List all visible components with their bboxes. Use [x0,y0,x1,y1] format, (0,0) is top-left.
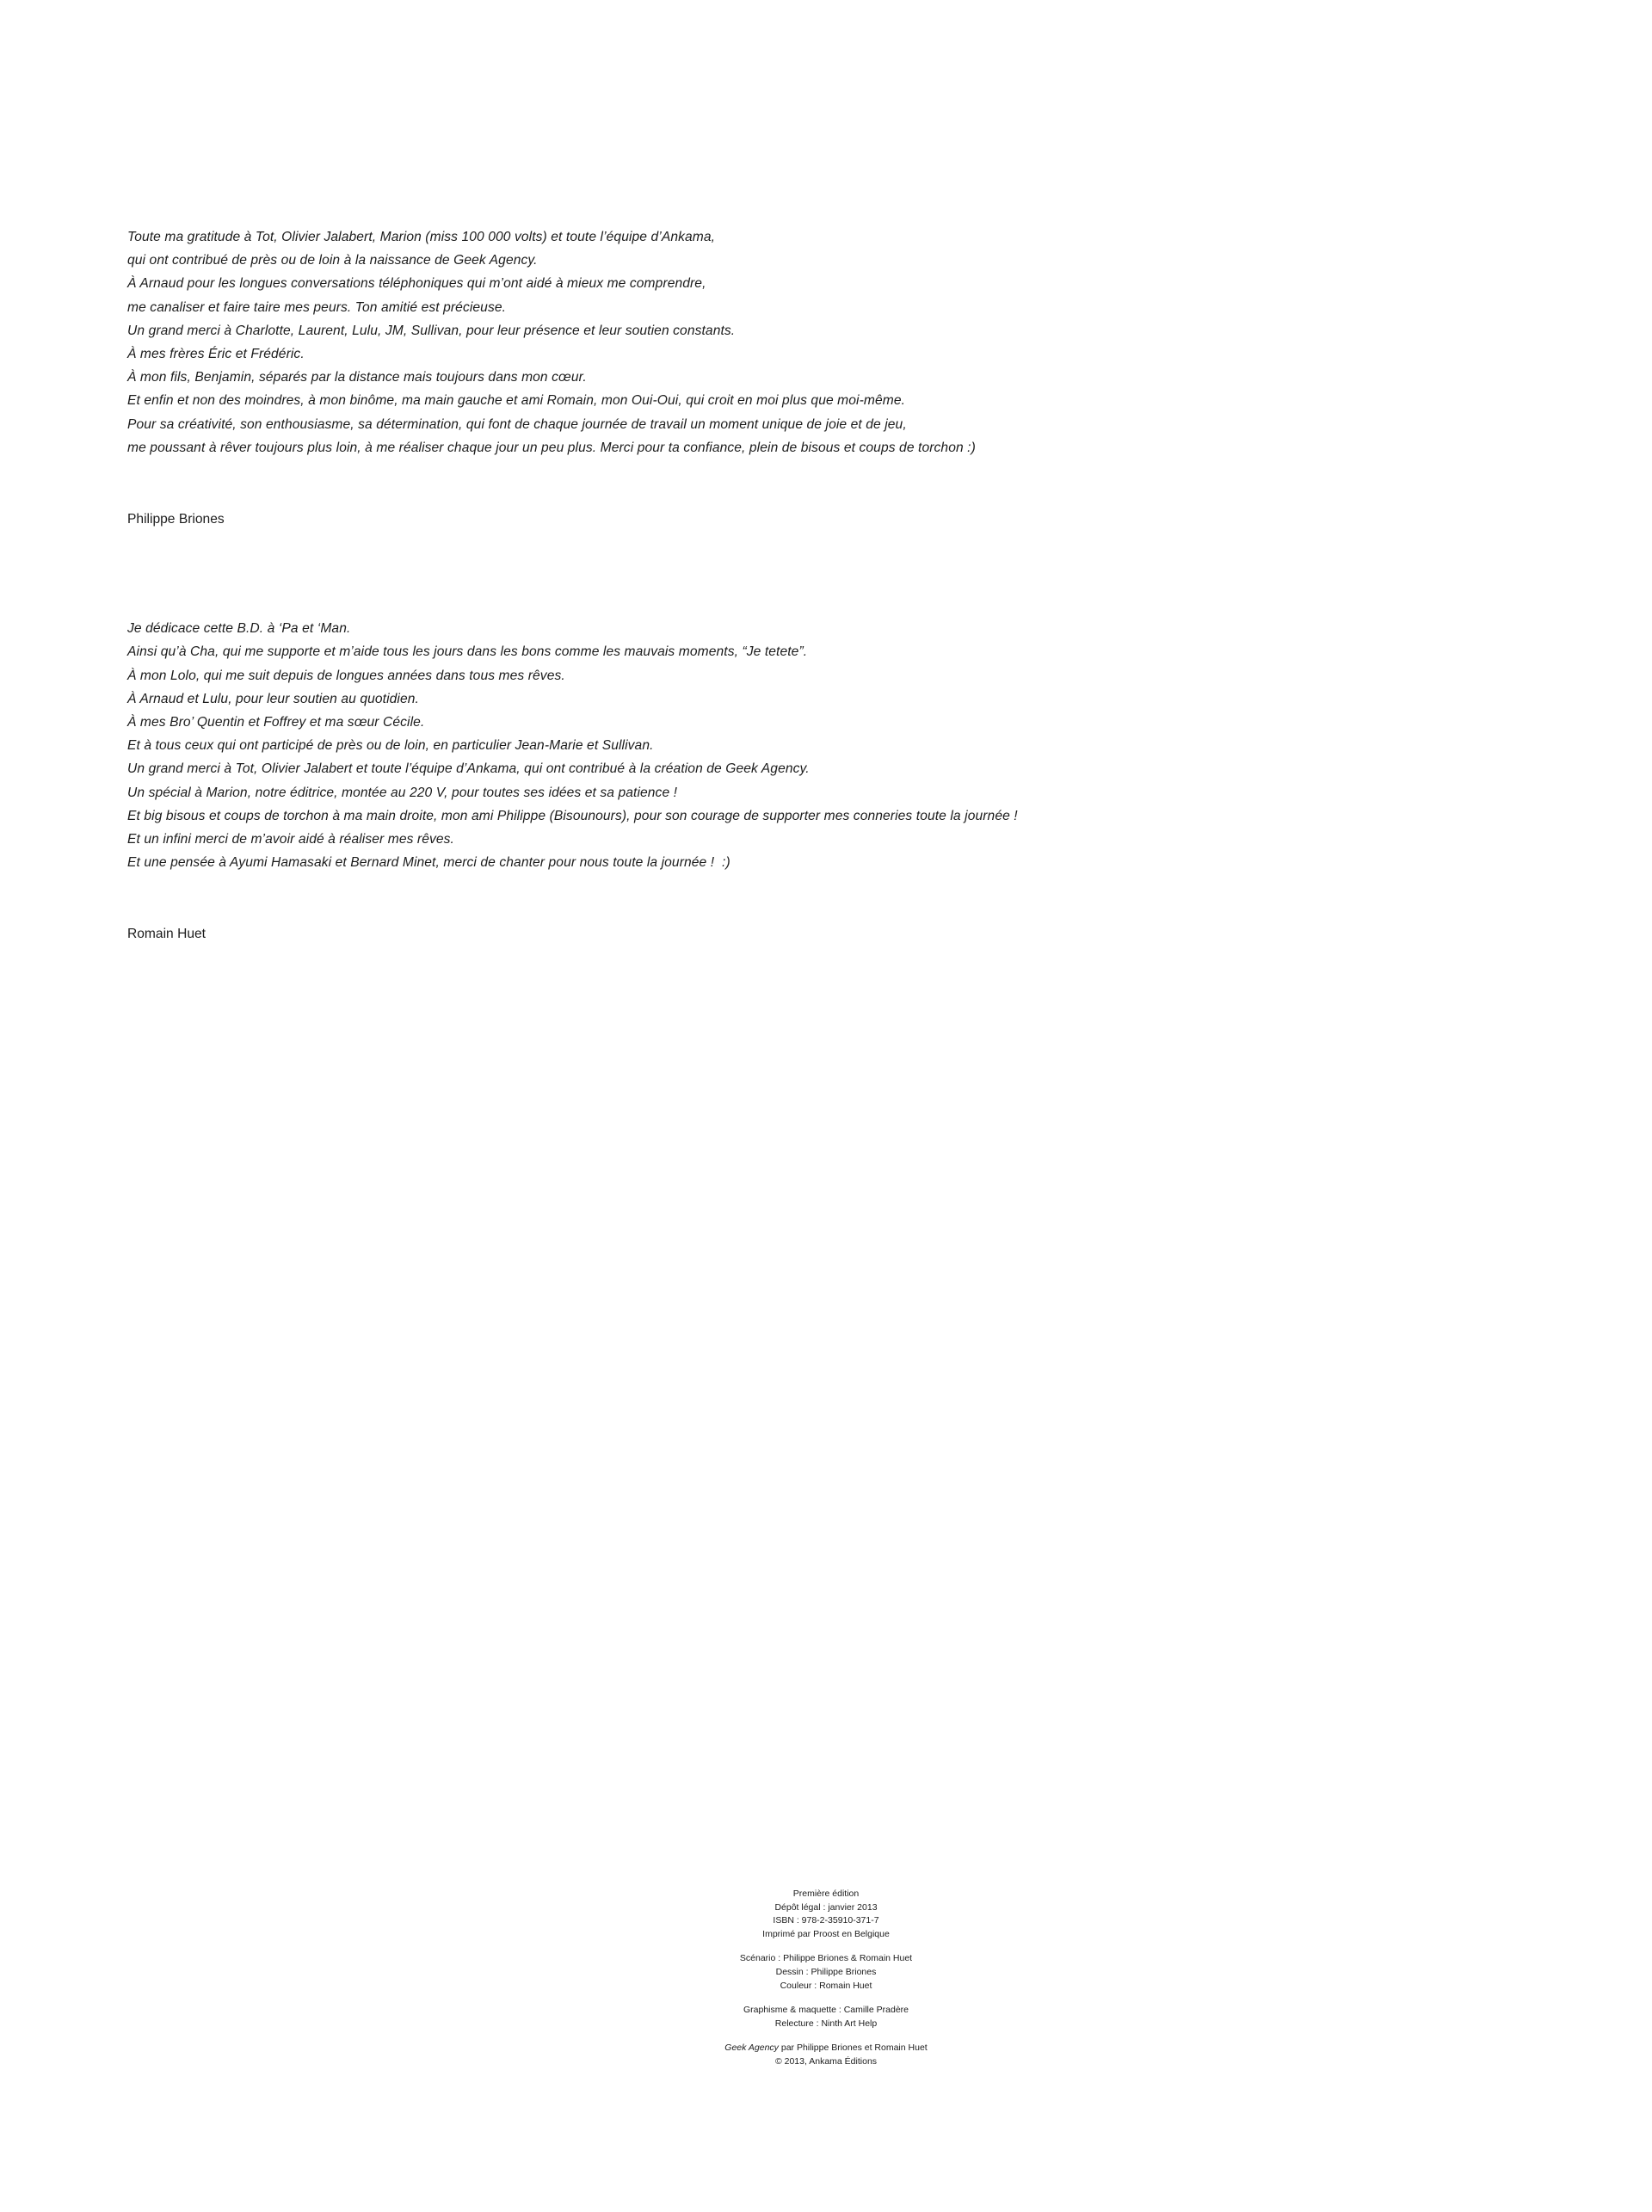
colophon-edition-info [0,1888,1652,1941]
dedications-section [127,225,1418,946]
dedication-line: À mon Lolo, qui me suit depuis de longues années dans tous mes rêves. [127,668,565,683]
dedication-line: À mes Bro’ Quentin et Foffrey et ma sœur Cécile. [127,715,425,730]
colophon-credits-secondary [0,2004,1652,2030]
spacer [127,874,1418,922]
colophon-line: Couleur : Romain Huet [780,1980,872,1991]
dedication-block-huet [127,617,1418,946]
dedication-line: À Arnaud pour les longues conversations téléphoniques qui m’ont aidé à mieux me comprendre, [127,276,706,292]
dedication-line: qui ont contribué de près ou de loin à la naissance de Geek Agency. [127,253,538,268]
work-authors: par Philippe Briones et Romain Huet [778,2043,928,2054]
dedication-line: Je dédicace cette B.D. à ‘Pa et ‘Man. [127,621,351,637]
dedication-line: Et à tous ceux qui ont participé de près ou de loin, en particulier Jean-Marie et Sullivan. [127,738,654,754]
dedication-line: Et enfin et non des moindres, à mon binôme, ma main gauche et ami Romain, mon Oui-Oui, qui croit en moi plus que moi-même. [127,393,906,409]
dedication-line: Ainsi qu’à Cha, qui me supporte et m’aide tous les jours dans les bons comme les mauvais moments, “Je tetete”. [127,644,808,660]
colophon-line: ISBN : 978-2-35910-371-7 [773,1915,879,1926]
dedication-line: me canaliser et faire taire mes peurs. Ton amitié est précieuse. [127,299,507,315]
work-title: Geek Agency [724,2043,779,2054]
dedication-line: Pour sa créativité, son enthousiasme, sa détermination, qui font de chaque journée de travail un moment unique de joie et de jeu, [127,416,907,432]
dedication-line: Et big bisous et coups de torchon à ma main droite, mon ami Philippe (Bisounours), pour son courage de supporter mes conneries toute la journée ! [127,808,1018,823]
spacer [127,531,1418,617]
dedication-line: me poussant à rêver toujours plus loin, à me réaliser chaque jour un peu plus. Merci pour ta confiance, plein de bisous et coups de torchon :) [127,440,976,455]
dedication-block-briones [127,225,1418,531]
dedication-line: Un grand merci à Tot, Olivier Jalabert et toute l’équipe d’Ankama, qui ont contribué à la création de Geek Agency. [127,761,810,777]
dedication-signature: Romain Huet [127,927,206,942]
colophon-credits-main [0,1952,1652,1993]
dedication-line: Et un infini merci de m’avoir aidé à réaliser mes rêves. [127,832,454,847]
colophon-copyright [0,2042,1652,2068]
dedication-line: À mon fils, Benjamin, séparés par la distance mais toujours dans mon cœur. [127,370,587,385]
dedication-line: Toute ma gratitude à Tot, Olivier Jalabert, Marion (miss 100 000 volts) et toute l’équipe d’Ankama, [127,230,716,244]
colophon-line: Scénario : Philippe Briones & Romain Huet [739,1953,913,1964]
colophon-line: Graphisme & maquette : Camille Pradère [743,2005,909,2016]
dedication-line: Et une pensée à Ayumi Hamasaki et Bernard Minet, merci de chanter pour nous toute la journée ! :) [127,855,730,871]
colophon-line: Dessin : Philippe Briones [775,1966,877,1977]
colophon-title-line [0,2042,1652,2055]
colophon-line: © 2013, Ankama Éditions [774,2055,878,2067]
spacer [127,459,1418,508]
dedication-line: À Arnaud et Lulu, pour leur soutien au quotidien. [127,691,419,706]
colophon-line: Imprimé par Proost en Belgique [762,1928,890,1939]
colophon-section [0,1888,1652,2069]
colophon-line: Relecture : Ninth Art Help [774,2018,878,2029]
dedication-line: Un grand merci à Charlotte, Laurent, Lulu, JM, Sullivan, pour leur présence et leur soutien constants. [127,323,736,338]
dedication-signature: Philippe Briones [127,512,225,527]
colophon-line: Dépôt légal : janvier 2013 [774,1901,878,1913]
colophon-line: Première édition [792,1889,860,1899]
dedication-line: À mes frères Éric et Frédéric. [127,347,305,362]
dedication-line: Un spécial à Marion, notre éditrice, montée au 220 V, pour toutes ses idées et sa patience ! [127,785,678,800]
